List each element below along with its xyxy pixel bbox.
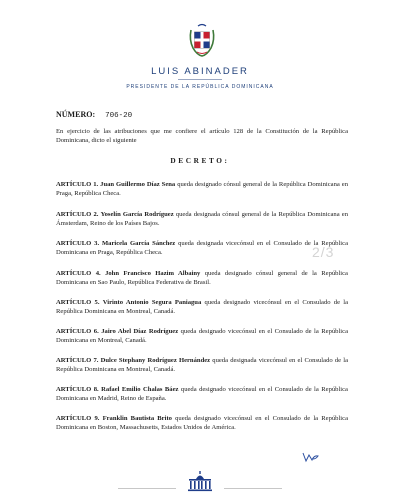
header-title: PRESIDENTE DE LA REPÚBLICA DOMINICANA [126,84,274,90]
article-7 [56,356,348,374]
article-label: ARTÍCULO 4. [56,270,101,277]
article-label: ARTÍCULO 5. [56,299,100,306]
article-text: queda designado cónsul general de la República Dominicana en Praga, República Checa. [56,181,349,198]
article-label: ARTÍCULO 8. [56,386,99,393]
article-text: queda designada vicecónsul en el Consulado de la República Dominicana en Praga, República Checa. [56,240,348,257]
footer-line-left [118,488,176,489]
article-text: queda designado vicecónsul en el Consulado de la República Dominicana en Madrid, Reino de España. [56,386,348,403]
article-text: queda designada vicecónsul en el Consulado de la República Dominicana en Montreal, Canadá. [56,357,348,374]
article-name: Franklin Bautista Brito [102,415,172,422]
intro-paragraph: En ejercicio de las atribuciones que me confiere el artículo 128 de la Constitución de la República Dominicana, dicto el siguiente [56,128,348,145]
decree-heading: DECRETO: [170,156,230,165]
article-text: queda designado vicecónsul en el Consulado de la República Dominicana en Montreal, Canadá. [56,299,349,316]
article-text: queda designada cónsul general de la República Dominicana en Ámsterdam, Reino de los Países Bajos. [56,211,349,228]
footer-line-right [224,488,282,489]
article-label: ARTÍCULO 2. [56,211,99,218]
header-name: LUIS ABINADER [151,66,249,77]
article-label: ARTÍCULO 3. [56,240,100,247]
article-label: ARTÍCULO 6. [56,328,99,335]
article-text: queda designado vicecónsul en el Consulado de la República Dominicana en Montreal, Canadá. [56,328,348,345]
decree-number-value: 706-20 [105,112,133,120]
article-6 [56,327,348,345]
signature-mark [301,450,321,464]
article-name: Jairo Abel Díaz Rodríguez [101,328,179,335]
article-name: Virinto Antonio Segura Paniagua [102,299,202,306]
article-name: John Francisco Hazim Albainy [105,270,201,277]
article-1 [56,180,348,198]
header-divider [178,79,222,80]
article-4 [56,269,348,287]
article-5 [56,298,348,316]
page-indicator: 2/3 [312,244,335,260]
article-9 [56,414,348,432]
article-name: Dulce Stephany Rodríguez Hernández [100,357,211,364]
article-label: ARTÍCULO 7. [56,357,99,364]
article-text: queda designado vicecónsul en el Consulado de la República Dominicana en Boston, Massachusetts, Estados Unidos de América. [56,415,348,432]
article-8 [56,385,348,403]
article-label: ARTÍCULO 1. [56,181,99,188]
article-name: Maricela García Sánchez [101,240,176,247]
article-name: Rafael Emilio Chalas Báez [101,386,179,393]
article-3 [56,239,348,257]
coat-of-arms-icon [187,22,217,58]
palace-icon [186,471,214,493]
article-name: Juan Guillermo Díaz Sena [100,181,176,188]
article-name: Yoselín García Rodríguez [100,211,174,218]
article-text: queda designado cónsul general de la República Dominicana en Sao Paulo, República Federativa de Brasil. [56,270,348,287]
decree-number [56,110,132,120]
article-2 [56,210,348,228]
decree-number-label: NÚMERO: [56,110,96,119]
article-label: ARTÍCULO 9. [56,415,100,422]
